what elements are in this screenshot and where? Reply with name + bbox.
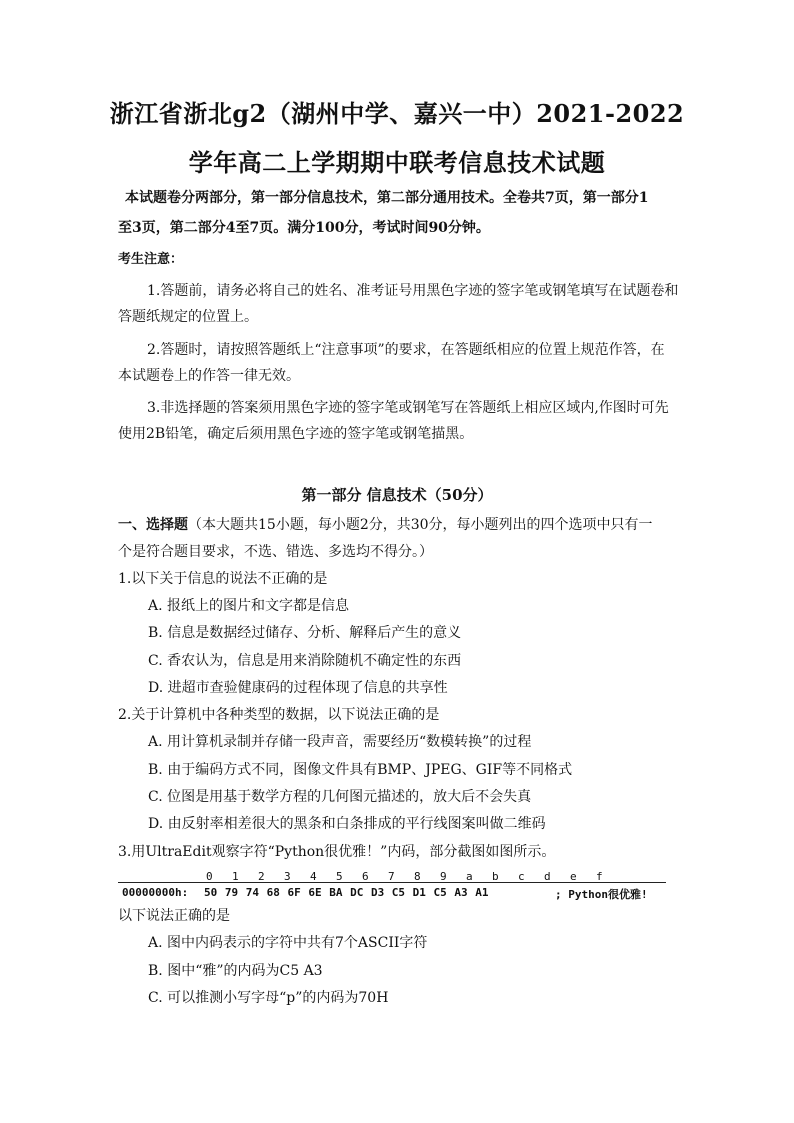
question-1-stem: 1.以下关于信息的说法不正确的是 (118, 571, 328, 587)
hex-col-label: 8 (414, 870, 421, 883)
notice-item-2-line2: 本试题卷上的作答一律无效。 (118, 368, 300, 384)
section-title: 第一部分 信息技术（50分） (301, 486, 493, 504)
notice-item-3-line2: 使用2B铅笔，确定后须用黑色字迹的签字笔或钢笔描黑。 (118, 426, 474, 442)
question-3-option-c: C. 可以推测小写字母“p”的内码为70H (148, 990, 389, 1006)
notice-item-1-line1: 1.答题前，请务必将自己的姓名、准考证号用黑色字迹的签字笔或钢笔填写在试题卷和 (147, 283, 679, 299)
hex-bytes: 50 79 74 68 6F 6E BA DC D3 C5 D1 C5 A3 A1 (204, 886, 489, 899)
hex-text-preview: ; Python很优雅! (555, 888, 648, 901)
part-description: （本大题共15小题，每小题2分，共30分，每小题列出的四个选项中只有一 (188, 517, 653, 533)
question-3-option-a: A. 图中内码表示的字符中共有7个ASCII字符 (148, 935, 428, 951)
question-3-followup: 以下说法正确的是 (118, 908, 230, 924)
document-title-line1: 浙江省浙北g2（湖州中学、嘉兴一中）2021-2022 (109, 99, 685, 128)
document-title-line2: 学年高二上学期期中联考信息技术试题 (188, 148, 606, 177)
hex-col-label: 4 (310, 870, 317, 883)
part-description-line2: 个是符合题目要求，不选、错选、多选均不得分。） (118, 544, 433, 560)
question-1-option-d: D. 进超市查验健康码的过程体现了信息的共享性 (148, 680, 448, 696)
notice-heading: 考生注意： (118, 252, 184, 267)
hex-col-label: 9 (440, 870, 447, 883)
hex-col-label: a (466, 870, 473, 883)
hex-col-label: 5 (336, 870, 343, 883)
hex-col-label: 2 (258, 870, 265, 883)
hex-col-label: e (570, 870, 577, 883)
hex-col-label: 0 (206, 870, 213, 883)
question-2-stem: 2.关于计算机中各种类型的数据，以下说法正确的是 (118, 707, 440, 723)
question-2-option-d: D. 由反射率相差很大的黑条和白条排成的平行线图案叫做二维码 (148, 816, 546, 832)
hex-col-label: d (544, 870, 551, 883)
question-2-option-c: C. 位图是用基于数学方程的几何图元描述的，放大后不会失真 (148, 789, 532, 805)
question-2-option-a: A. 用计算机录制并存储一段声音，需要经历“数模转换”的过程 (148, 734, 532, 750)
hex-col-label: 7 (388, 870, 395, 883)
hex-col-label: 6 (362, 870, 369, 883)
question-3-stem: 3.用UltraEdit观察字符“Python很优雅！”内码，部分截图如图所示。 (118, 844, 556, 860)
hex-col-label: 1 (232, 870, 239, 883)
notice-item-3-line1: 3.非选择题的答案须用黑色字迹的签字笔或钢笔写在答题纸上相应区域内,作图时可先 (147, 400, 669, 416)
hex-col-label: c (518, 870, 525, 883)
question-1-option-b: B. 信息是数据经过储存、分析、解释后产生的意义 (148, 625, 462, 641)
part-label: 一、选择题 (118, 517, 188, 533)
notice-item-2-line1: 2.答题时，请按照答题纸上“注意事项”的要求，在答题纸相应的位置上规范作答，在 (147, 342, 665, 358)
question-2-option-b: B. 由于编码方式不同，图像文件具有BMP、JPEG、GIF等不同格式 (148, 762, 573, 778)
hex-col-label: b (492, 870, 499, 883)
question-1-option-a: A. 报纸上的图片和文字都是信息 (148, 598, 350, 614)
hex-col-label: 3 (284, 870, 291, 883)
hex-col-label: f (596, 870, 603, 883)
hex-dump-row (118, 882, 666, 903)
part-heading (118, 515, 653, 535)
intro-line1: 本试题卷分两部分，第一部分信息技术，第二部分通用技术。全卷共7页，第一部分1 (125, 190, 649, 206)
question-1-option-c: C. 香农认为，信息是用来消除随机不确定性的东西 (148, 653, 462, 669)
question-3-option-b: B. 图中“雅”的内码为C5 A3 (148, 963, 323, 979)
intro-line2: 至3页，第二部分4至7页。满分100分，考试时间90分钟。 (118, 220, 490, 236)
hex-address: 00000000h: (122, 886, 189, 899)
notice-item-1-line2: 答题纸规定的位置上。 (118, 309, 258, 325)
